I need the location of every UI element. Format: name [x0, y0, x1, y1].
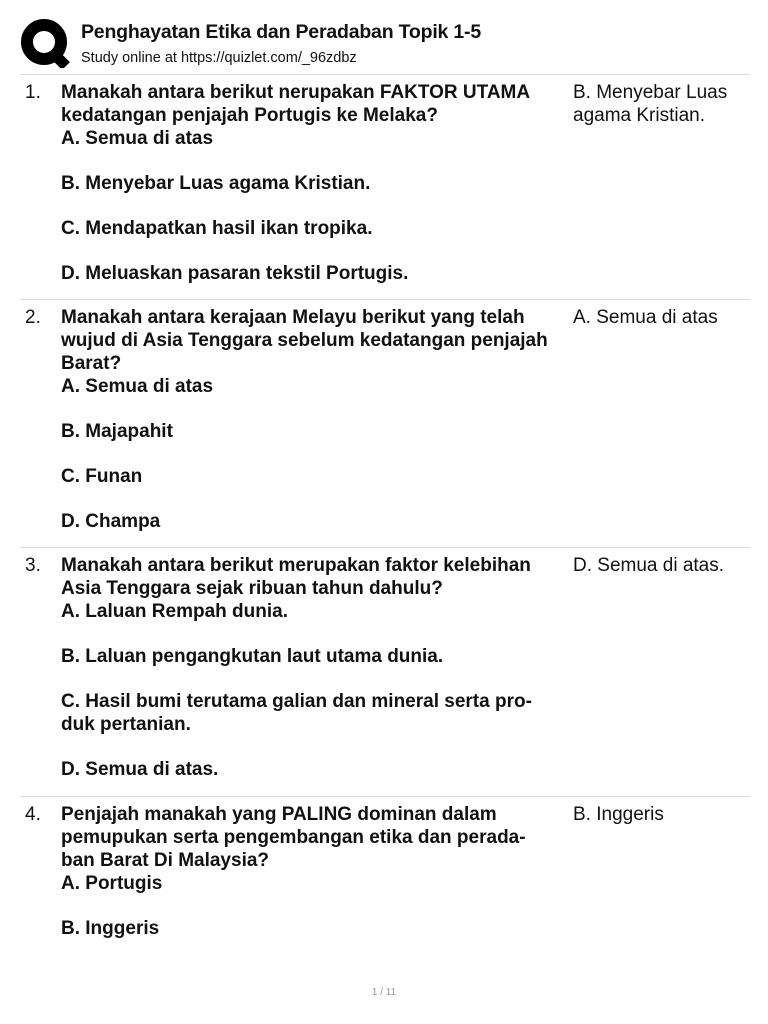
option: D. Semua di atas. — [61, 759, 219, 780]
option: B. Inggeris — [61, 918, 160, 939]
option: C. Funan — [61, 466, 143, 487]
option: A. Semua di atas — [61, 376, 214, 397]
answer-text: D. Semua di atas. — [573, 555, 725, 576]
option: D. Meluaskan pasaran tekstil Portugis. — [61, 263, 409, 284]
option: A. Portugis — [61, 873, 163, 894]
page-header — [0, 0, 768, 74]
question-text: Manakah antara berikut nerupakan FAKTOR UTAMA kedatangan penjajah Portugis ke Melaka? A. Semua di atas B. Menyebar Luas agama Kristian. C. Mendapatkan hasil ikan tropika. D. Meluaskan pasaran tekstil Portugis. — [61, 81, 569, 285]
option: D. Champa — [61, 511, 161, 532]
answer-text: B. Inggeris — [573, 804, 664, 825]
question-text: Penjajah manakah yang PALING dominan dalam pemupukan serta pengembangan etika dan perada- ban Barat Di Malaysia? A. Portugis B. Inggeris — [61, 803, 569, 940]
question-number: 1. — [25, 82, 41, 103]
study-online-link[interactable]: Study online at https://quizlet.com/_96zdbz — [81, 50, 357, 66]
divider — [20, 74, 750, 75]
quizlet-q-icon — [20, 18, 70, 68]
option: B. Laluan pengangkutan laut utama dunia. — [61, 646, 444, 667]
option: A. Laluan Rempah dunia. — [61, 601, 288, 622]
divider — [20, 299, 750, 300]
divider — [20, 547, 750, 548]
option: C. Hasil bumi terutama galian dan mineral serta pro- — [61, 691, 532, 712]
option: C. Mendapatkan hasil ikan tropika. — [61, 218, 373, 239]
question-text: Manakah antara berikut merupakan faktor kelebihan Asia Tenggara sejak ribuan tahun dahulu? A. Laluan Rempah dunia. B. Laluan pengangkutan laut utama dunia. C. Hasil bumi terutama galian dan mineral serta pro- duk pertanian. D. Semua di atas. — [61, 554, 569, 781]
question-number: 2. — [25, 307, 41, 328]
question-number: 3. — [25, 555, 41, 576]
question-text: Manakah antara kerajaan Melayu berikut yang telah wujud di Asia Tenggara sebelum kedatangan penjajah Barat? A. Semua di atas B. Majapahit C. Funan D. Champa — [61, 306, 569, 533]
divider — [20, 796, 750, 797]
option: B. Menyebar Luas agama Kristian. — [61, 173, 371, 194]
option: A. Semua di atas — [61, 128, 214, 149]
option: B. Majapahit — [61, 421, 173, 442]
question-number: 4. — [25, 804, 41, 825]
answer-text: B. Menyebar Luas agama Kristian. — [573, 82, 728, 126]
page-indicator: 1 / 11 — [371, 987, 397, 998]
page-title: Penghayatan Etika dan Peradaban Topik 1-5 — [81, 21, 481, 43]
answer-text: A. Semua di atas — [573, 307, 718, 328]
